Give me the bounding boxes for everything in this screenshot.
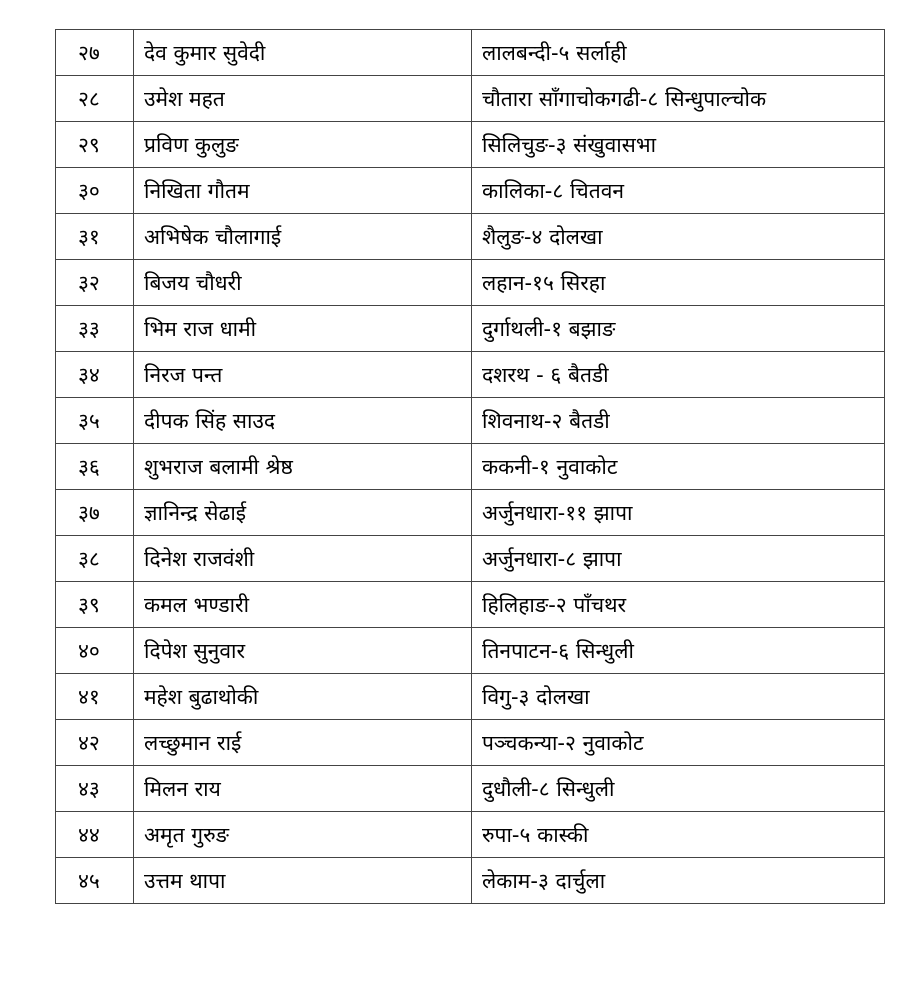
person-address: लालबन्दी-५ सर्लाही [472,30,885,76]
row-number: ३९ [56,582,134,628]
person-address: तिनपाटन-६ सिन्धुली [472,628,885,674]
person-name: ज्ञानिन्द्र सेढाई [134,490,472,536]
row-number: ३३ [56,306,134,352]
person-address: ककनी-१ नुवाकोट [472,444,885,490]
roster-table [55,29,885,904]
person-address: शैलुङ-४ दोलखा [472,214,885,260]
row-number: ४४ [56,812,134,858]
person-name: निरज पन्त [134,352,472,398]
person-address: लहान-१५ सिरहा [472,260,885,306]
person-name: निखिता गौतम [134,168,472,214]
person-address: सिलिचुङ-३ संखुवासभा [472,122,885,168]
table-row [56,214,885,260]
person-address: अर्जुनधारा-११ झापा [472,490,885,536]
table-row [56,858,885,904]
person-name: लच्छुमान राई [134,720,472,766]
person-name: प्रविण कुलुङ [134,122,472,168]
row-number: ३७ [56,490,134,536]
row-number: ३२ [56,260,134,306]
person-name: बिजय चौधरी [134,260,472,306]
table-row [56,628,885,674]
row-number: ३५ [56,398,134,444]
person-address: अर्जुनधारा-८ झापा [472,536,885,582]
person-address: कालिका-८ चितवन [472,168,885,214]
person-name: दीपक सिंह साउद [134,398,472,444]
person-address: शिवनाथ-२ बैतडी [472,398,885,444]
table-row [56,766,885,812]
table-row [56,122,885,168]
table-row [56,720,885,766]
person-name: दिनेश राजवंशी [134,536,472,582]
person-address: लेकाम-३ दार्चुला [472,858,885,904]
person-name: दिपेश सुनुवार [134,628,472,674]
table-row [56,306,885,352]
table-row [56,398,885,444]
table-row [56,674,885,720]
person-name: भिम राज धामी [134,306,472,352]
table-row [56,490,885,536]
person-address: दुधौली-८ सिन्धुली [472,766,885,812]
row-number: २८ [56,76,134,122]
row-number: २७ [56,30,134,76]
table-row [56,168,885,214]
row-number: ३१ [56,214,134,260]
person-name: देव कुमार सुवेदी [134,30,472,76]
person-address: पञ्चकन्या-२ नुवाकोट [472,720,885,766]
person-address: विगु-३ दोलखा [472,674,885,720]
person-name: महेश बुढाथोकी [134,674,472,720]
person-address: हिलिहाङ-२ पाँचथर [472,582,885,628]
person-name: उमेश महत [134,76,472,122]
person-name: कमल भण्डारी [134,582,472,628]
person-address: चौतारा साँगाचोकगढी-८ सिन्धुपाल्चोक [472,76,885,122]
row-number: २९ [56,122,134,168]
row-number: ४३ [56,766,134,812]
table-row [56,260,885,306]
row-number: ३८ [56,536,134,582]
table-row [56,536,885,582]
table-row [56,444,885,490]
row-number: ३० [56,168,134,214]
table-row [56,812,885,858]
table-row [56,76,885,122]
person-name: उत्तम थापा [134,858,472,904]
row-number: ४५ [56,858,134,904]
table-row [56,582,885,628]
table-row [56,30,885,76]
table-row [56,352,885,398]
row-number: ३४ [56,352,134,398]
person-address: रुपा-५ कास्की [472,812,885,858]
person-name: अभिषेक चौलागाई [134,214,472,260]
person-name: अमृत गुरुङ [134,812,472,858]
row-number: ४० [56,628,134,674]
person-address: दशरथ - ६ बैतडी [472,352,885,398]
person-name: शुभराज बलामी श्रेष्ठ [134,444,472,490]
row-number: ३६ [56,444,134,490]
row-number: ४२ [56,720,134,766]
person-name: मिलन राय [134,766,472,812]
row-number: ४१ [56,674,134,720]
person-address: दुर्गाथली-१ बझाङ [472,306,885,352]
